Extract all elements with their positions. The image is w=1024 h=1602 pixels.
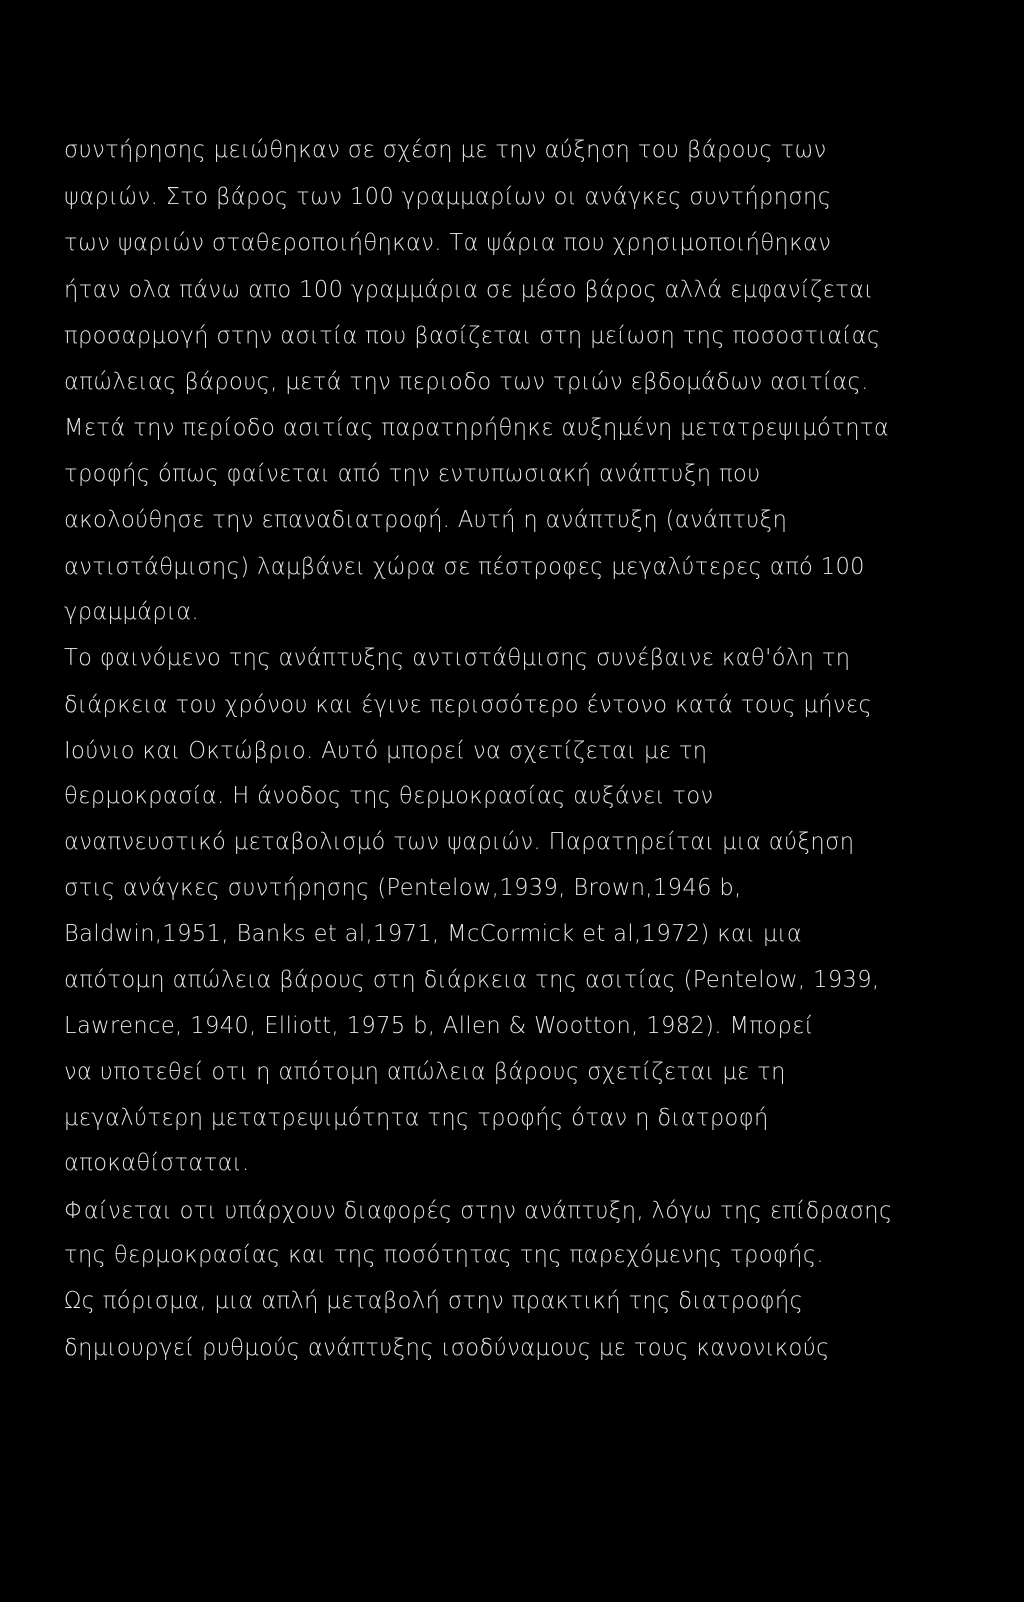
text-line: Φαίνεται οτι υπάρχουν διαφορές στην ανάπτυξη, λόγω της επίδρασης xyxy=(64,1198,893,1224)
text-line: της θερμοκρασίας και της ποσότητας της παρεχόμενης τροφής. xyxy=(64,1242,825,1268)
text-line: Μετά την περίοδο ασιτίας παρατηρήθηκε αυξημένη μετατρεψιμότητα xyxy=(64,415,890,441)
text-line: ήταν ολα πάνω απο 100 γραμμάρια σε μέσο βάρος αλλά εμφανίζεται xyxy=(64,277,874,303)
text-line: στις ανάγκες συντήρησης (Pentelow,1939, Brown,1946 b, xyxy=(64,875,742,901)
text-line: ψαριών. Στο βάρος των 100 γραμμαρίων οι ανάγκες συντήρησης xyxy=(64,184,832,210)
text-line: αναπνευστικό μεταβολισμό των ψαριών. Παρατηρείται μια αύξηση xyxy=(64,829,855,855)
text-line: συντήρησης μειώθηκαν σε σχέση με την αύξηση του βάρους των xyxy=(64,137,827,163)
text-line: Το φαινόμενο της ανάπτυξης αντιστάθμισης συνέβαινε καθ'όλη τη xyxy=(64,645,851,671)
text-line: διάρκεια του χρόνου και έγινε περισσότερο έντονο κατά τους μήνες xyxy=(64,692,873,718)
text-line: προσαρμογή στην ασιτία που βασίζεται στη μείωση της ποσοστιαίας xyxy=(64,323,881,349)
text-line: γραμμάρια. xyxy=(64,599,200,625)
text-line: Baldwin,1951, Banks et al,1971, McCormick et al,1972) και μια xyxy=(64,921,803,947)
text-line: απώλειας βάρους, μετά την περιοδο των τριών εβδομάδων ασιτίας. xyxy=(64,369,869,395)
text-line: θερμοκρασία. Η άνοδος της θερμοκρασίας αυξάνει τον xyxy=(64,783,714,809)
text-line: μεγαλύτερη μετατρεψιμότητα της τροφής όταν η διατροφή xyxy=(64,1105,769,1131)
text-line: ακολούθησε την επαναδιατροφή. Αυτή η ανάπτυξη (ανάπτυξη xyxy=(64,507,788,533)
text-line: Ως πόρισμα, μια απλή μεταβολή στην πρακτική της διατροφής xyxy=(64,1288,804,1314)
text-line: απότομη απώλεια βάρους στη διάρκεια της ασιτίας (Pentelow, 1939, xyxy=(64,967,880,993)
text-line: αντιστάθμισης) λαμβάνει χώρα σε πέστροφες μεγαλύτερες από 100 xyxy=(64,554,865,580)
text-line: να υποτεθεί οτι η απότομη απώλεια βάρους σχετίζεται με τη xyxy=(64,1059,786,1085)
text-line: αποκαθίσταται. xyxy=(64,1150,250,1176)
text-line: Ιούνιο και Οκτώβριο. Αυτό μπορεί να σχετίζεται με τη xyxy=(64,738,708,764)
text-line: Lawrence, 1940, Elliott, 1975 b, Allen & Wootton, 1982). Μπορεί xyxy=(64,1013,814,1039)
text-line: των ψαριών σταθεροποιήθηκαν. Τα ψάρια που χρησιμοποιήθηκαν xyxy=(64,230,832,256)
text-line: δημιουργεί ρυθμούς ανάπτυξης ισοδύναμους με τους κανονικούς xyxy=(64,1335,830,1361)
text-line: τροφής όπως φαίνεται από την εντυπωσιακή ανάπτυξη που xyxy=(64,461,761,487)
